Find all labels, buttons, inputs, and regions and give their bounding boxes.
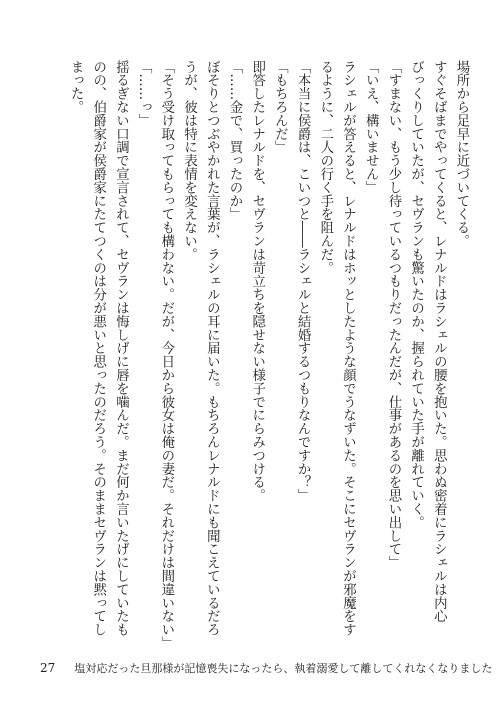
text-line-2: すぐそばまでやってくると、レナルドはラシェルの腰を抱いた。思わぬ密着にラシェルは内心 [431, 60, 447, 623]
running-title: 塩対応だった旦那様が記憶喪失になったら、執着溺愛して離してくれなくなりました [74, 662, 493, 675]
text-line-18: まった。 [68, 60, 84, 114]
text-line-4: 「すまない、もう少し待っているつもりだったんだが、仕事があるのを思い出して」 [385, 60, 401, 570]
text-line-13: うが、彼は特に表情を変えない。 [181, 60, 197, 261]
text-line-14: 「そう受け取ってもらっても構わない。だが、今日から彼女は俺の妻だ。それだけは間違いない」 [158, 60, 174, 650]
text-line-16: 揺るぎない口調で宣言されて、セヴランは悔しげに唇を噛んだ。まだ何か言いたげにしていたも [113, 60, 129, 637]
text-line-11: 「……金で、買ったのか」 [226, 60, 242, 221]
text-line-3: びっくりしていたが、セヴランも驚いたのか、握られていた手が離れていく。 [408, 60, 424, 529]
text-line-9: 「もちろんだ」 [272, 60, 288, 154]
page-number: 27 [40, 661, 56, 675]
vertical-text-body [63, 60, 472, 650]
text-line-10: 即答したレナルドを、セヴランは苛立ちを隠せない様子でにらみつける。 [249, 60, 265, 503]
text-line-8: 「本当に侯爵は、こいつと――ラシェルと結婚するつもりなんですか？」 [295, 60, 311, 503]
text-line-5: 「いえ、構いません」 [363, 60, 379, 194]
text-line-6: ラシェルが答えると、レナルドはホッとしたような顔でうなずいた。そこにセヴランが邪魔をす [340, 60, 356, 637]
text-line-7: るように、二人の行く手を阻んだ。 [317, 60, 333, 275]
text-line-15: 「……っ」 [136, 60, 152, 127]
text-line-12: ぼそりとつぶやかれた言葉が、ラシェルの耳に届いた。もちろんレナルドにも聞こえているだろ [204, 60, 220, 637]
text-line-1: 場所から足早に近づいてくる。 [454, 60, 469, 248]
text-line-17: のの、伯爵家が侯爵家にたてつくのは分が悪いと思ったのだろう。そのままセヴランは黙ってし [90, 60, 106, 637]
page-footer [40, 657, 492, 676]
